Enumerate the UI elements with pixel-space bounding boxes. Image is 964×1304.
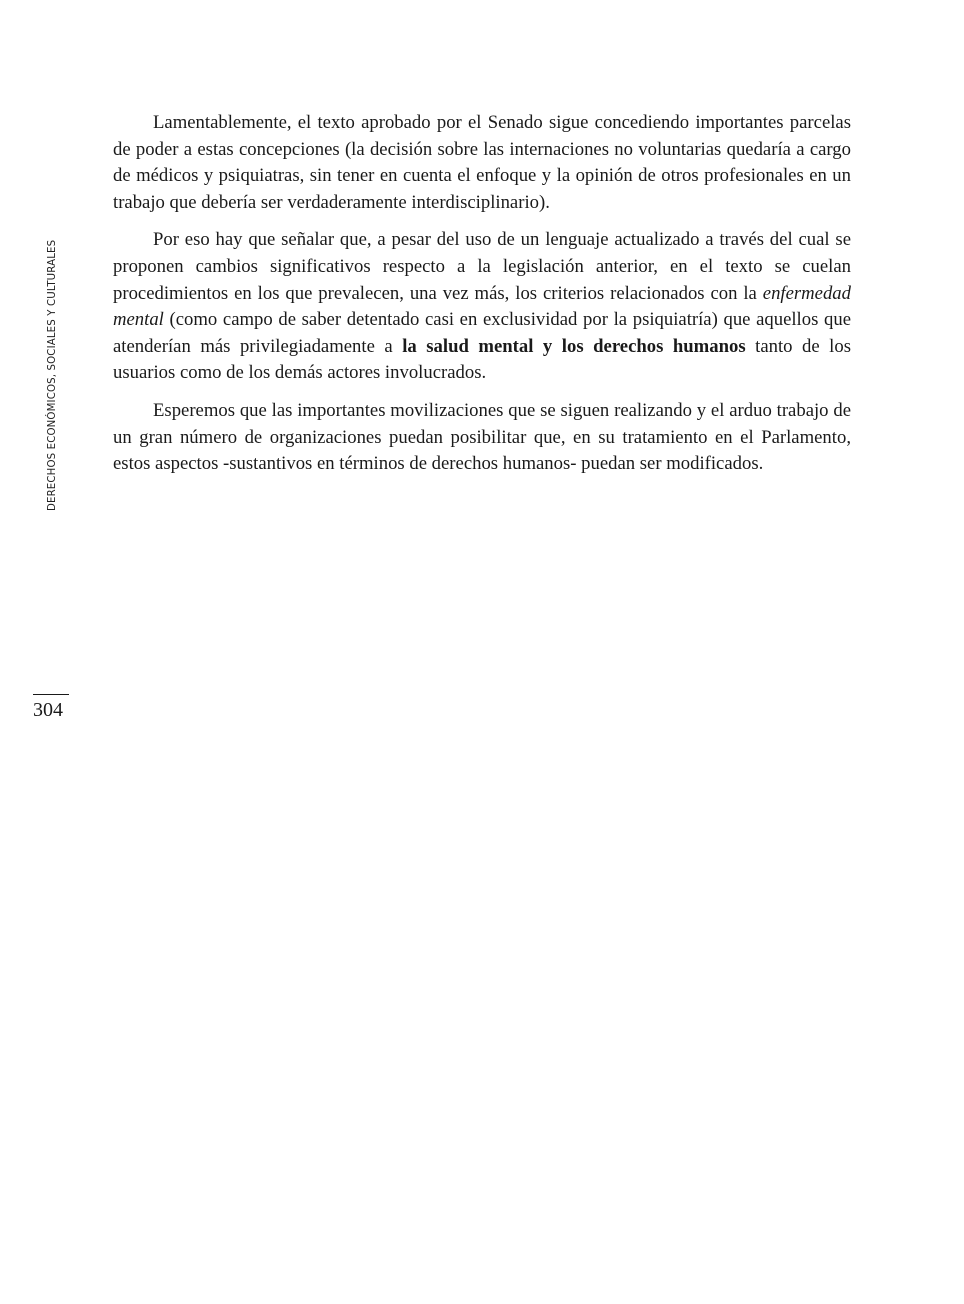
- page-number-rule: [33, 694, 69, 695]
- paragraph-1: [113, 110, 851, 216]
- running-head: DERECHOS ECONÓMICOS, SOCIALES Y CULTURALES: [47, 239, 58, 511]
- body-text: [113, 110, 851, 489]
- paragraph-2-text-end: tanto de los usuarios como de los demás actores involucrados.: [113, 335, 851, 384]
- bold-phrase: la salud mental y los derechos humanos: [402, 335, 746, 357]
- paragraph-3-text: Esperemos que las importantes movilizaciones que se siguen realizando y el arduo trabajo de un gran número de organizaciones puedan posibilitar que, en su tratamiento en el Parlamento, estos aspectos -sustantivos en términos de derechos humanos- puedan ser modificados.: [113, 399, 851, 475]
- page-number: 304: [33, 699, 63, 721]
- paragraph-2: [113, 227, 851, 387]
- paragraph-2-text-middle: (como campo de saber detentado casi en exclusividad por la psiquiatría) que aquellos que atenderían más privilegiadamente a: [113, 309, 851, 357]
- paragraph-2-text-start: Por eso hay que señalar que, a pesar del uso de un lenguaje actualizado a través del cual se proponen cambios significativos respecto a la legislación anterior, en el texto se cuelan procedimientos en los que prevalecen, una vez más, los criterios relacionados con la: [113, 229, 851, 304]
- italic-term: enfermedad mental: [113, 282, 851, 331]
- paragraph-1-text: Lamentablemente, el texto aprobado por el Senado sigue concediendo importantes parcelas de poder a estas concepciones (la decisión sobre las internaciones no voluntarias quedaría a cargo de médicos y psiquiatras, sin tener en cuenta el enfoque y la opinión de otros profesionales en un trabajo que debería ser verdaderamente interdisciplinario).: [113, 112, 851, 213]
- paragraph-3: [113, 398, 851, 478]
